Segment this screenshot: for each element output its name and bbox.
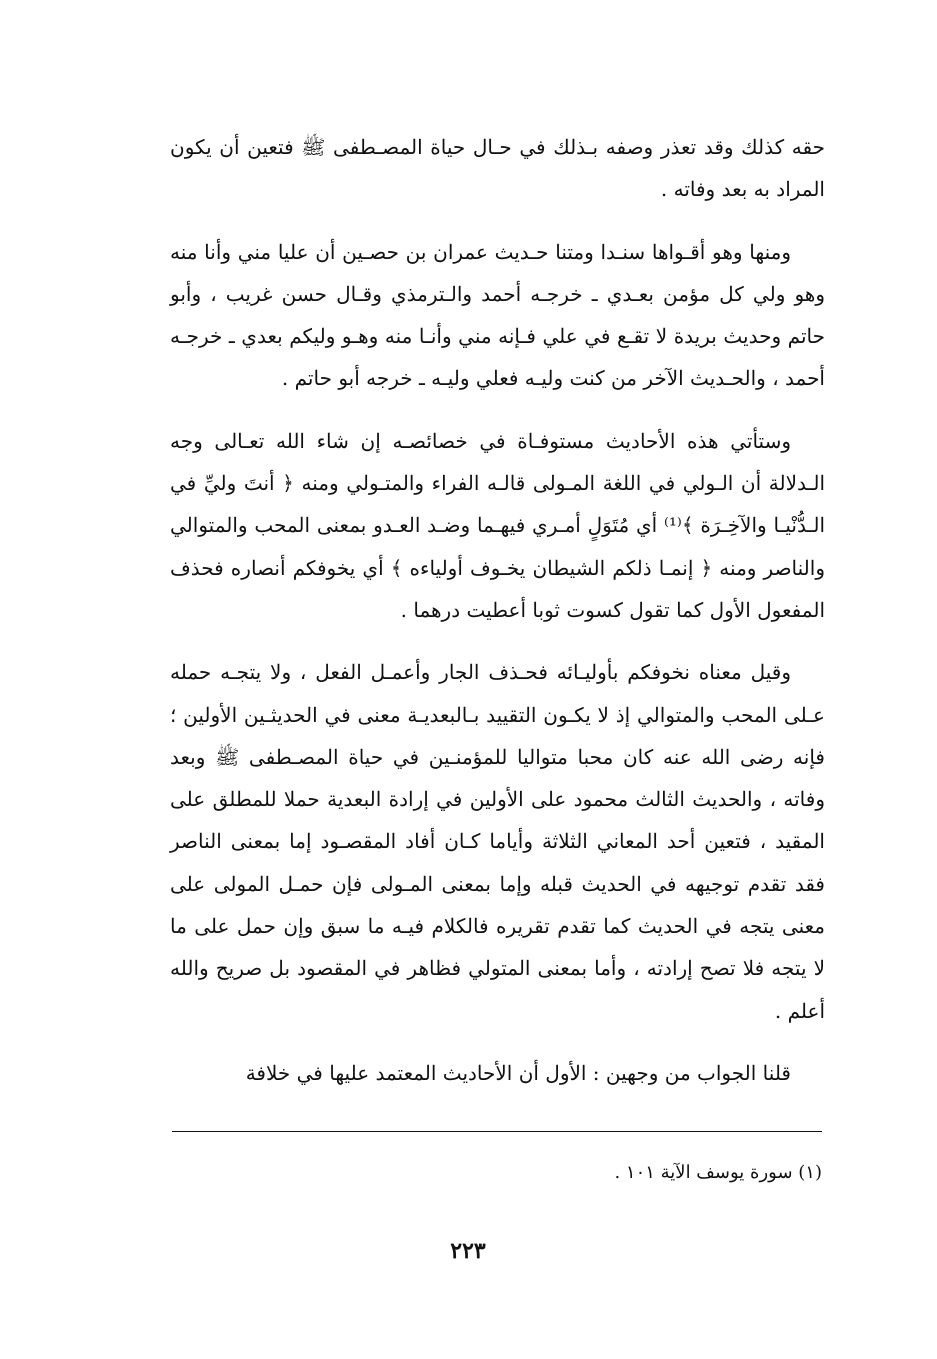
main-text-block <box>170 126 825 1114</box>
paragraph-5: قلنا الجواب من وجهين : الأول أن الأحاديث المعتمد عليها في خلافة <box>245 1060 791 1085</box>
paragraph-4: وقيل معناه نخوفكم بأوليـائه فحـذف الجار وأعمـل الفعل ، ولا يتجـه حمله عـلى المحب والمتوالي إذ لا يكـون التقييد بـالبعديـة معنى في الحديثـين الأولين ؛ فإنه رضى الله عنه كان محبا متواليا للمؤمنـين في حياة المصـطفى ﷺ وبعد وفاته ، والحديث الثالث محمود على الأولين في إرادة البعدية حملا للمطلق على المقيد ، فتعين أحد المعاني الثلاثة وأياما كـان أفاد المقصـود إما بمعنى الناصر فقد تقدم توجيهه في الحديث قبله وإما بمعنى المـولى فإن حمـل المولى على معنى يتجه في الحديث كما تقدم تقريره فالكلام فيـه ما سبق وإن حمل على ما لا يتجه فلا تصح إرادته ، وأما بمعنى المتولي فظاهر في المقصود بل صريح والله أعلم . <box>170 660 825 1023</box>
footnote-divider <box>172 1131 822 1132</box>
footnote: (١) سورة يوسف الآية ١٠١ . <box>614 1162 822 1183</box>
page-number: ٢٢٣ <box>450 1238 486 1264</box>
paragraph-2: ومنها وهو أقـواها سنـدا ومتنا حـديث عمران بن حصـين أن عليا مني وأنا منه وهو ولي كل مؤمن بعـدي ـ خرجـه أحمد والـترمذي وقـال حسن غريب ، وأبو حاتم وحديث بريدة لا تقـع في علي فـإنه مني وأنـا منه وهـو وليكم بعدي ـ خرجـه أحمد ، والحـديث الآخر من كنت وليـه فعلي وليـه ـ خرجه أبو حاتم . <box>170 239 825 391</box>
paragraph-3: وستأتي هذه الأحاديث مستوفـاة في خصائصـه إن شاء الله تعـالى وجه الـدلالة أن الـولي في اللغة المـولى قالـه الفراء والمتـولي ومنه ﴿ أنتَ وليِّ في الـدُّنْيـا والآخِـرَة ﴾⁽¹⁾ أي مُتَوَلٍ أمـري فيهـما وضـد العـدو بمعنى المحب والمتوالي والناصر ومنه ﴿ إنمـا ذلكم الشيطان يخـوف أولياءه ﴾ أي يخوفكم أنصاره فحذف المفعول الأول كما تقول كسوت ثوبا أعطيت درهما . <box>170 428 826 622</box>
paragraph-1: حقه كذلك وقد تعذر وصفه بـذلك في حـال حياة المصـطفى ﷺ فتعين أن يكون المراد به بعد وفاته . <box>170 135 825 202</box>
